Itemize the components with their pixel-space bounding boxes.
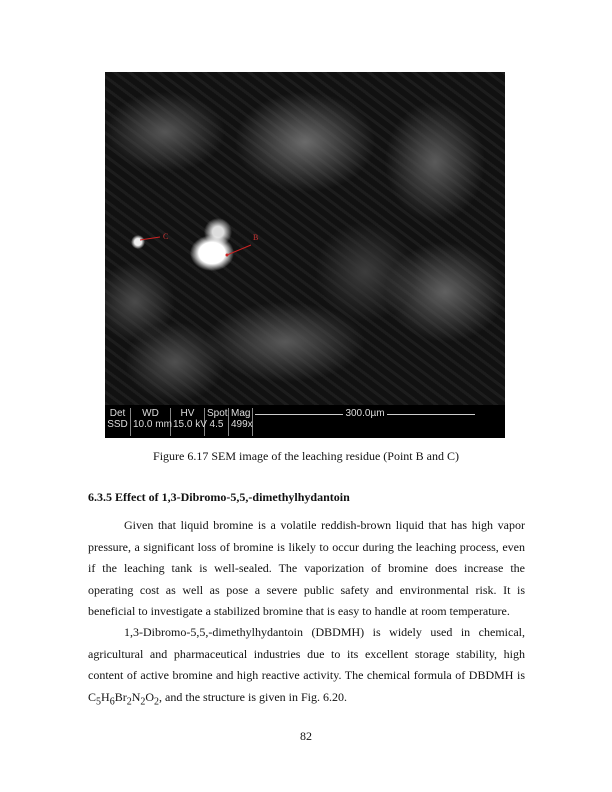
mag-cell — [229, 408, 253, 436]
label-point-b: B — [253, 233, 259, 242]
wd-label: WD — [142, 408, 159, 419]
page-number: 82 — [300, 729, 312, 743]
spot-label: Spot — [207, 408, 228, 419]
wd-cell — [131, 408, 171, 436]
hv-label: HV — [180, 408, 195, 419]
scale-bar — [255, 408, 475, 419]
sem-figure — [105, 72, 505, 438]
label-point-c: C — [163, 232, 169, 241]
spot-cell — [205, 408, 229, 436]
det-value: SSD — [107, 419, 128, 430]
hv-value: 15.0 kV — [173, 419, 207, 430]
pointer-c — [140, 237, 160, 240]
paragraph-2-end: , and the structure is given in Fig. 6.20. — [159, 689, 348, 704]
chemical-formula: $C_5H_6Br_2N_2O_2$ — [88, 689, 160, 707]
section-heading: 6.3.5 Effect of 1,3-Dibromo-5,5,-dimethylhydantoin — [88, 490, 350, 504]
spot-value: 4.5 — [209, 419, 224, 430]
paragraph-2 — [88, 622, 525, 712]
det-cell — [105, 408, 131, 436]
point-annotations — [105, 72, 505, 405]
mag-value: 499x — [231, 419, 253, 430]
hv-cell — [171, 408, 205, 436]
mag-label: Mag — [231, 408, 251, 419]
det-label: Det — [109, 408, 126, 419]
pointer-b — [227, 245, 251, 255]
sem-image — [105, 72, 505, 405]
sem-info-bar — [105, 405, 505, 438]
paragraph-2-text: 1,3-Dibromo-5,5,-dimethylhydantoin (DBDMH) is widely used in chemical, agricultural and pharmaceutical industries due to its excellent storage stability, high content of active bromine and high reactive activity. The chemical formula of DBDMH is — [88, 625, 525, 682]
paragraph-1: Given that liquid bromine is a volatile reddish-brown liquid that has high vapor pressure, a significant loss of bromine is likely to occur during the leaching process, even if the leaching tank is well-sealed. The vaporization of bromine does increase the operating cost as well as pose a severe public safety and environmental risk. It is beneficial to investigate a stabilized bromine that is easy to handle at room temperature. — [88, 518, 525, 618]
wd-value: 10.0 mm — [133, 419, 172, 430]
scale-bar-label: 300.0µm — [345, 408, 385, 419]
figure-caption: Figure 6.17 SEM image of the leaching residue (Point B and C) — [153, 449, 459, 463]
point-b-marker — [226, 254, 229, 257]
